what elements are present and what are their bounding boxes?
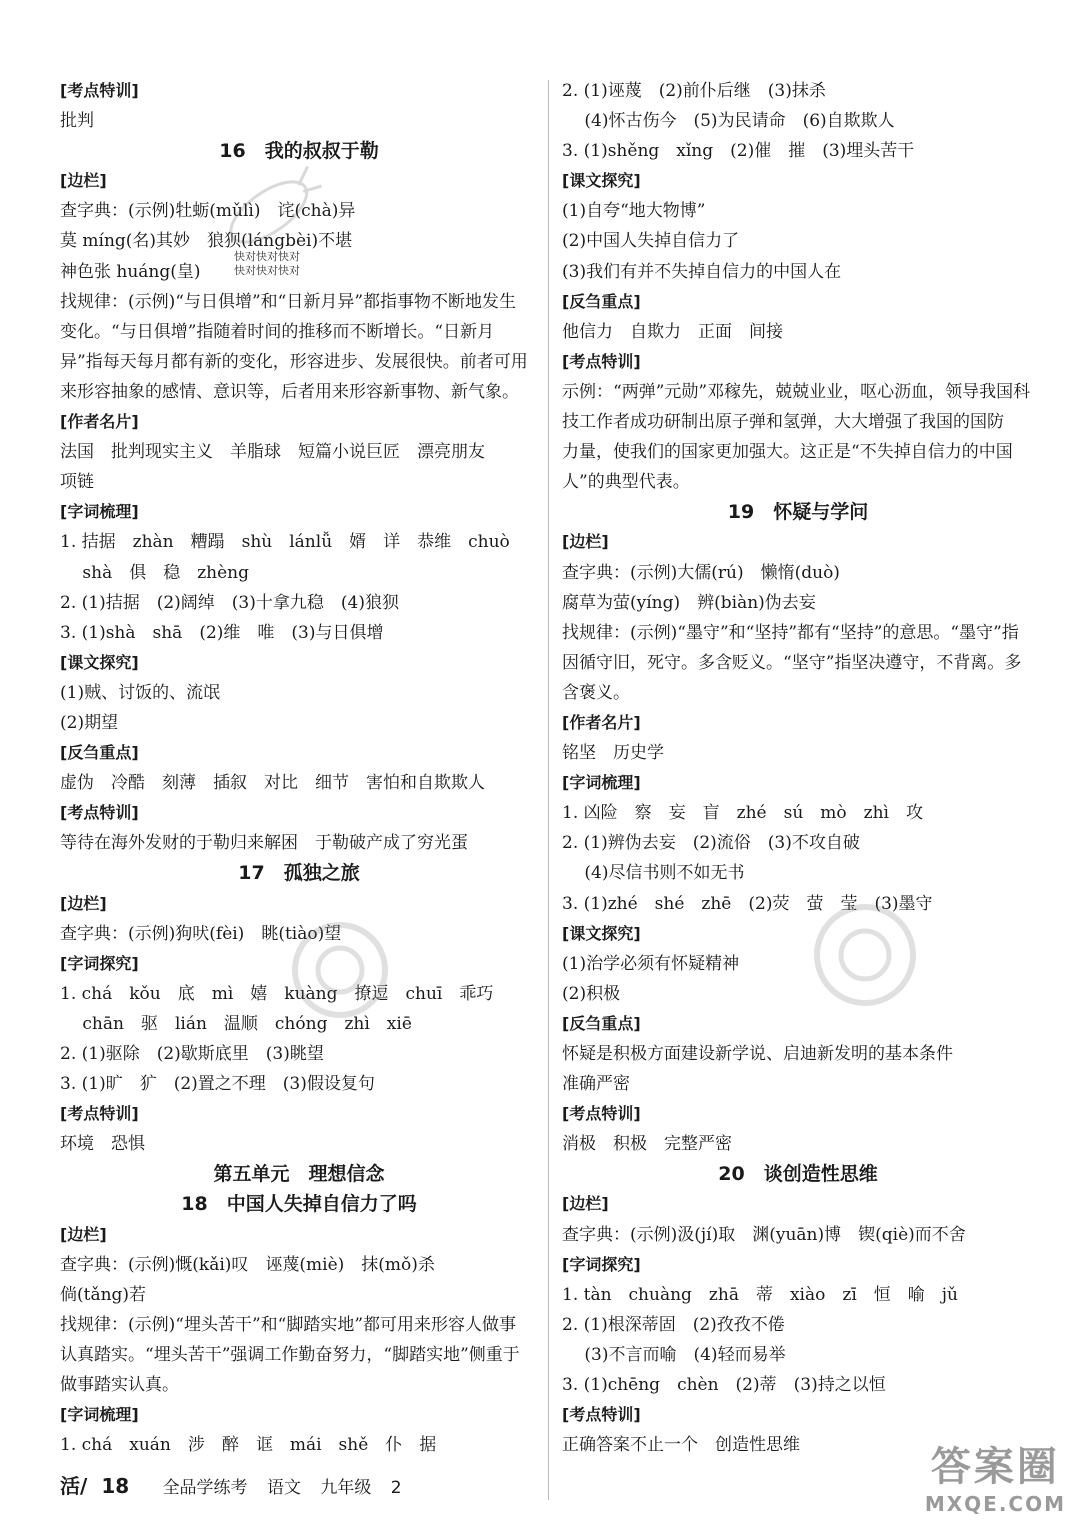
answer-line: 查字典：(示例)牡蛎(mǔlì) 诧(chà)异 — [60, 201, 356, 222]
lesson-heading: 19 怀疑与学问 — [727, 501, 869, 524]
answer-line: 人”的典型代表。 — [562, 472, 690, 493]
section-tag: [课文探究] — [562, 171, 641, 191]
answer-line: 3. (1)zhé shé zhē (2)荧 萤 莹 (3)墨守 — [562, 893, 933, 914]
carrot-watermark-icon — [215, 155, 325, 255]
section-tag: [字词梳理] — [562, 773, 641, 793]
answer-line: (4)尽信书则不如无书 — [562, 863, 745, 884]
lesson-heading: 18 中国人失掉自信力了吗 — [181, 1193, 417, 1216]
section-tag: [作者名片] — [562, 712, 641, 732]
answer-line: 虚伪 冷酷 刻薄 插叙 对比 细节 害怕和自欺欺人 — [60, 773, 485, 794]
answer-line: 3. (1)shěng xǐng (2)催 摧 (3)埋头苦干 — [562, 141, 915, 162]
answer-line: 查字典：(示例)慨(kǎi)叹 诬蔑(miè) 抹(mǒ)杀 — [60, 1254, 435, 1275]
logo-main-text: 答案圈 — [930, 1444, 1060, 1490]
answer-line: 来形容抽象的感情、意识等，后者用来形容新事物、新气象。 — [60, 381, 519, 402]
answer-line: 倘(tǎng)若 — [60, 1284, 147, 1305]
answer-line: 1. 凶险 察 妄 盲 zhé sú mò zhì 攻 — [562, 803, 923, 824]
site-logo — [925, 1435, 1066, 1516]
logo-watermark-icon — [285, 915, 395, 1025]
answer-line: 正确答案不止一个 创造性思维 — [562, 1435, 800, 1456]
answer-line: 3. (1)chēng chèn (2)蒂 (3)持之以恒 — [562, 1375, 886, 1396]
answer-line: 批判 — [60, 111, 94, 132]
section-tag: [考点特训] — [60, 1104, 139, 1124]
answer-line: (1)自夸“地大物博” — [562, 201, 706, 222]
section-tag: [字词探究] — [60, 953, 139, 973]
answer-line: 认真踏实。“埋头苦干”强调工作勤奋努力，“脚踏实地”侧重于 — [60, 1344, 520, 1365]
section-tag: [字词梳理] — [60, 1405, 139, 1425]
answer-line: 异”指每天每月都有新的变化，形容进步、发展很快。前者可用 — [60, 351, 528, 372]
section-tag: [反刍重点] — [562, 291, 641, 311]
logo-url-text: MXQE.COM — [924, 1492, 1066, 1516]
section-tag: [边栏] — [60, 1224, 107, 1244]
section-tag: [课文探究] — [60, 652, 139, 672]
section-tag: [反刍重点] — [60, 743, 139, 763]
answer-line: 准确严密 — [562, 1074, 630, 1095]
answer-line: (1)治学必须有怀疑精神 — [562, 953, 740, 974]
subject: 语文 — [266, 1478, 301, 1498]
answer-line: 2. (1)根深蒂固 (2)孜孜不倦 — [562, 1314, 785, 1335]
volume: 2 — [390, 1478, 402, 1498]
section-tag: [课文探究] — [562, 923, 641, 943]
answer-line: (2)期望 — [60, 712, 119, 733]
answer-line: 技工作者成功研制出原子弹和氢弹，大大增强了我国的国防 — [562, 412, 1004, 433]
column-divider — [548, 80, 549, 1500]
answer-line: 变化。“与日俱增”指随着时间的推移而不断增长。“日新月 — [60, 321, 495, 342]
section-tag: [边栏] — [562, 1194, 609, 1214]
watermark-text-2: 快对快对快对 — [234, 264, 300, 277]
answer-line: 2. (1)拮据 (2)阔绰 (3)十拿九稳 (4)狼狈 — [60, 592, 399, 613]
grade: 九年级 — [320, 1478, 372, 1498]
answer-line: 腐草为萤(yíng) 辨(biàn)伪去妄 — [562, 592, 816, 613]
answer-line: 找规律：(示例)“墨守”和“坚持”都有“坚持”的意思。“墨守”指 — [562, 622, 1019, 643]
section-tag: [反刍重点] — [562, 1013, 641, 1033]
section-tag: [作者名片] — [60, 412, 139, 432]
answer-line: 2. (1)驱除 (2)歇斯底里 (3)眺望 — [60, 1044, 324, 1064]
answer-line: 2. (1)辨伪去妄 (2)流俗 (3)不攻自破 — [562, 833, 860, 854]
answer-line: (2)中国人失掉自信力了 — [562, 231, 740, 252]
answer-line: 法国 批判现实主义 羊脂球 短篇小说巨匠 漂亮朋友 — [60, 442, 485, 463]
answer-line: (3)我们有并不失掉自信力的中国人在 — [562, 261, 842, 282]
answer-line: 找规律：(示例)“埋头苦干”和“脚踏实地”都可用来形容人做事 — [60, 1314, 517, 1335]
section-tag: [边栏] — [60, 171, 107, 191]
answer-line: chān 驱 lián 温顺 chóng zhì xiē — [60, 1013, 412, 1034]
lesson-heading: 17 孤独之旅 — [238, 862, 360, 885]
answer-line: (3)不言而喻 (4)轻而易举 — [562, 1344, 786, 1365]
answer-line: shà 俱 稳 zhèng — [60, 562, 250, 583]
answer-line: (1)贼、讨饭的、流氓 — [60, 682, 221, 703]
page-number-value: 18 — [101, 1474, 130, 1498]
section-tag: [考点特训] — [562, 1405, 641, 1425]
section-tag: [边栏] — [60, 893, 107, 913]
answer-line: 因循守旧，死守。多含贬义。“坚守”指坚决遵守，不背离。多 — [562, 652, 1022, 673]
answer-line: 他信力 自欺力 正面 间接 — [562, 321, 783, 342]
answer-line: 查字典：(示例)大儒(rú) 懒惰(duò) — [562, 562, 840, 583]
section-tag: [边栏] — [562, 532, 609, 552]
answer-line: 找规律：(示例)“与日俱增”和“日新月异”都指事物不断地发生 — [60, 291, 517, 312]
answer-line: 1. chá xuán 涉 醉 诓 mái shě 仆 据 — [60, 1435, 437, 1456]
left-column — [60, 76, 538, 1460]
answer-line: 查字典：(示例)汲(jí)取 渊(yuān)博 锲(qiè)而不舍 — [562, 1224, 966, 1245]
answer-line: (4)怀古伤今 (5)为民请命 (6)自欺欺人 — [562, 111, 895, 132]
section-tag: [考点特训] — [60, 81, 139, 100]
lesson-heading: 第五单元 理想信念 — [213, 1163, 385, 1186]
lesson-heading: 20 谈创造性思维 — [718, 1163, 878, 1186]
answer-line: 怀疑是积极方面建设新学说、启迪新发明的基本条件 — [562, 1044, 953, 1064]
page-number — [60, 1474, 143, 1498]
page-footer — [60, 1470, 416, 1499]
answer-line: 3. (1)shà shā (2)维 唯 (3)与日俱增 — [60, 622, 384, 643]
section-tag: [字词梳理] — [60, 502, 139, 522]
section-tag: [考点特训] — [562, 351, 641, 371]
answer-line: 做事踏实认真。 — [60, 1375, 179, 1396]
answer-line: 项链 — [60, 472, 94, 493]
answer-line: 莫 míng(名)其妙 狼狈(lángbèi)不堪 — [60, 231, 353, 252]
section-tag: [考点特训] — [562, 1104, 641, 1124]
page-prefix: 活/ — [60, 1474, 88, 1498]
answer-line: 环境 恐惧 — [60, 1134, 145, 1155]
book-series: 全品学练考 — [162, 1478, 248, 1498]
answer-line: 神色张 huáng(皇) — [60, 261, 201, 282]
logo-watermark-icon-2 — [805, 895, 925, 1015]
answer-line: 1. tàn chuàng zhā 蒂 xiào zī 恒 喻 jǔ — [562, 1284, 958, 1305]
answer-line: 铭坚 历史学 — [562, 743, 664, 764]
answer-line: 1. chá kǒu 底 mì 嬉 kuàng 撩逗 chuī 乖巧 — [60, 983, 494, 1004]
watermark-text-1: 快对快对快对 — [234, 250, 300, 263]
answer-line: 示例：“两弹”元勋”邓稼先，兢兢业业，呕心沥血，领导我国科 — [562, 381, 1031, 402]
answer-line: 消极 积极 完整严密 — [562, 1134, 732, 1155]
lesson-heading: 16 我的叔叔于勒 — [219, 140, 379, 163]
answer-line: (2)积极 — [562, 983, 621, 1004]
kuaidui-watermark — [234, 250, 300, 278]
answer-line: 等待在海外发财的于勒归来解困 于勒破产成了穷光蛋 — [60, 833, 468, 854]
answer-line: 含褒义。 — [562, 682, 630, 703]
answer-line: 3. (1)旷 犷 (2)置之不理 (3)假设复句 — [60, 1074, 375, 1095]
section-tag: [考点特训] — [60, 803, 139, 823]
answer-line: 力量，使我们的国家更加强大。这正是“不失掉自信力的中国 — [562, 442, 1013, 463]
section-tag: [字词探究] — [562, 1254, 641, 1274]
answer-line: 查字典：(示例)狗吠(fèi) 眺(tiào)望 — [60, 923, 342, 944]
answer-line: 2. (1)诬蔑 (2)前仆后继 (3)抹杀 — [562, 81, 826, 101]
right-column — [562, 76, 1034, 1460]
answer-line: 1. 拮据 zhàn 糟蹋 shù lánlǚ 婿 详 恭维 chuò — [60, 532, 510, 553]
